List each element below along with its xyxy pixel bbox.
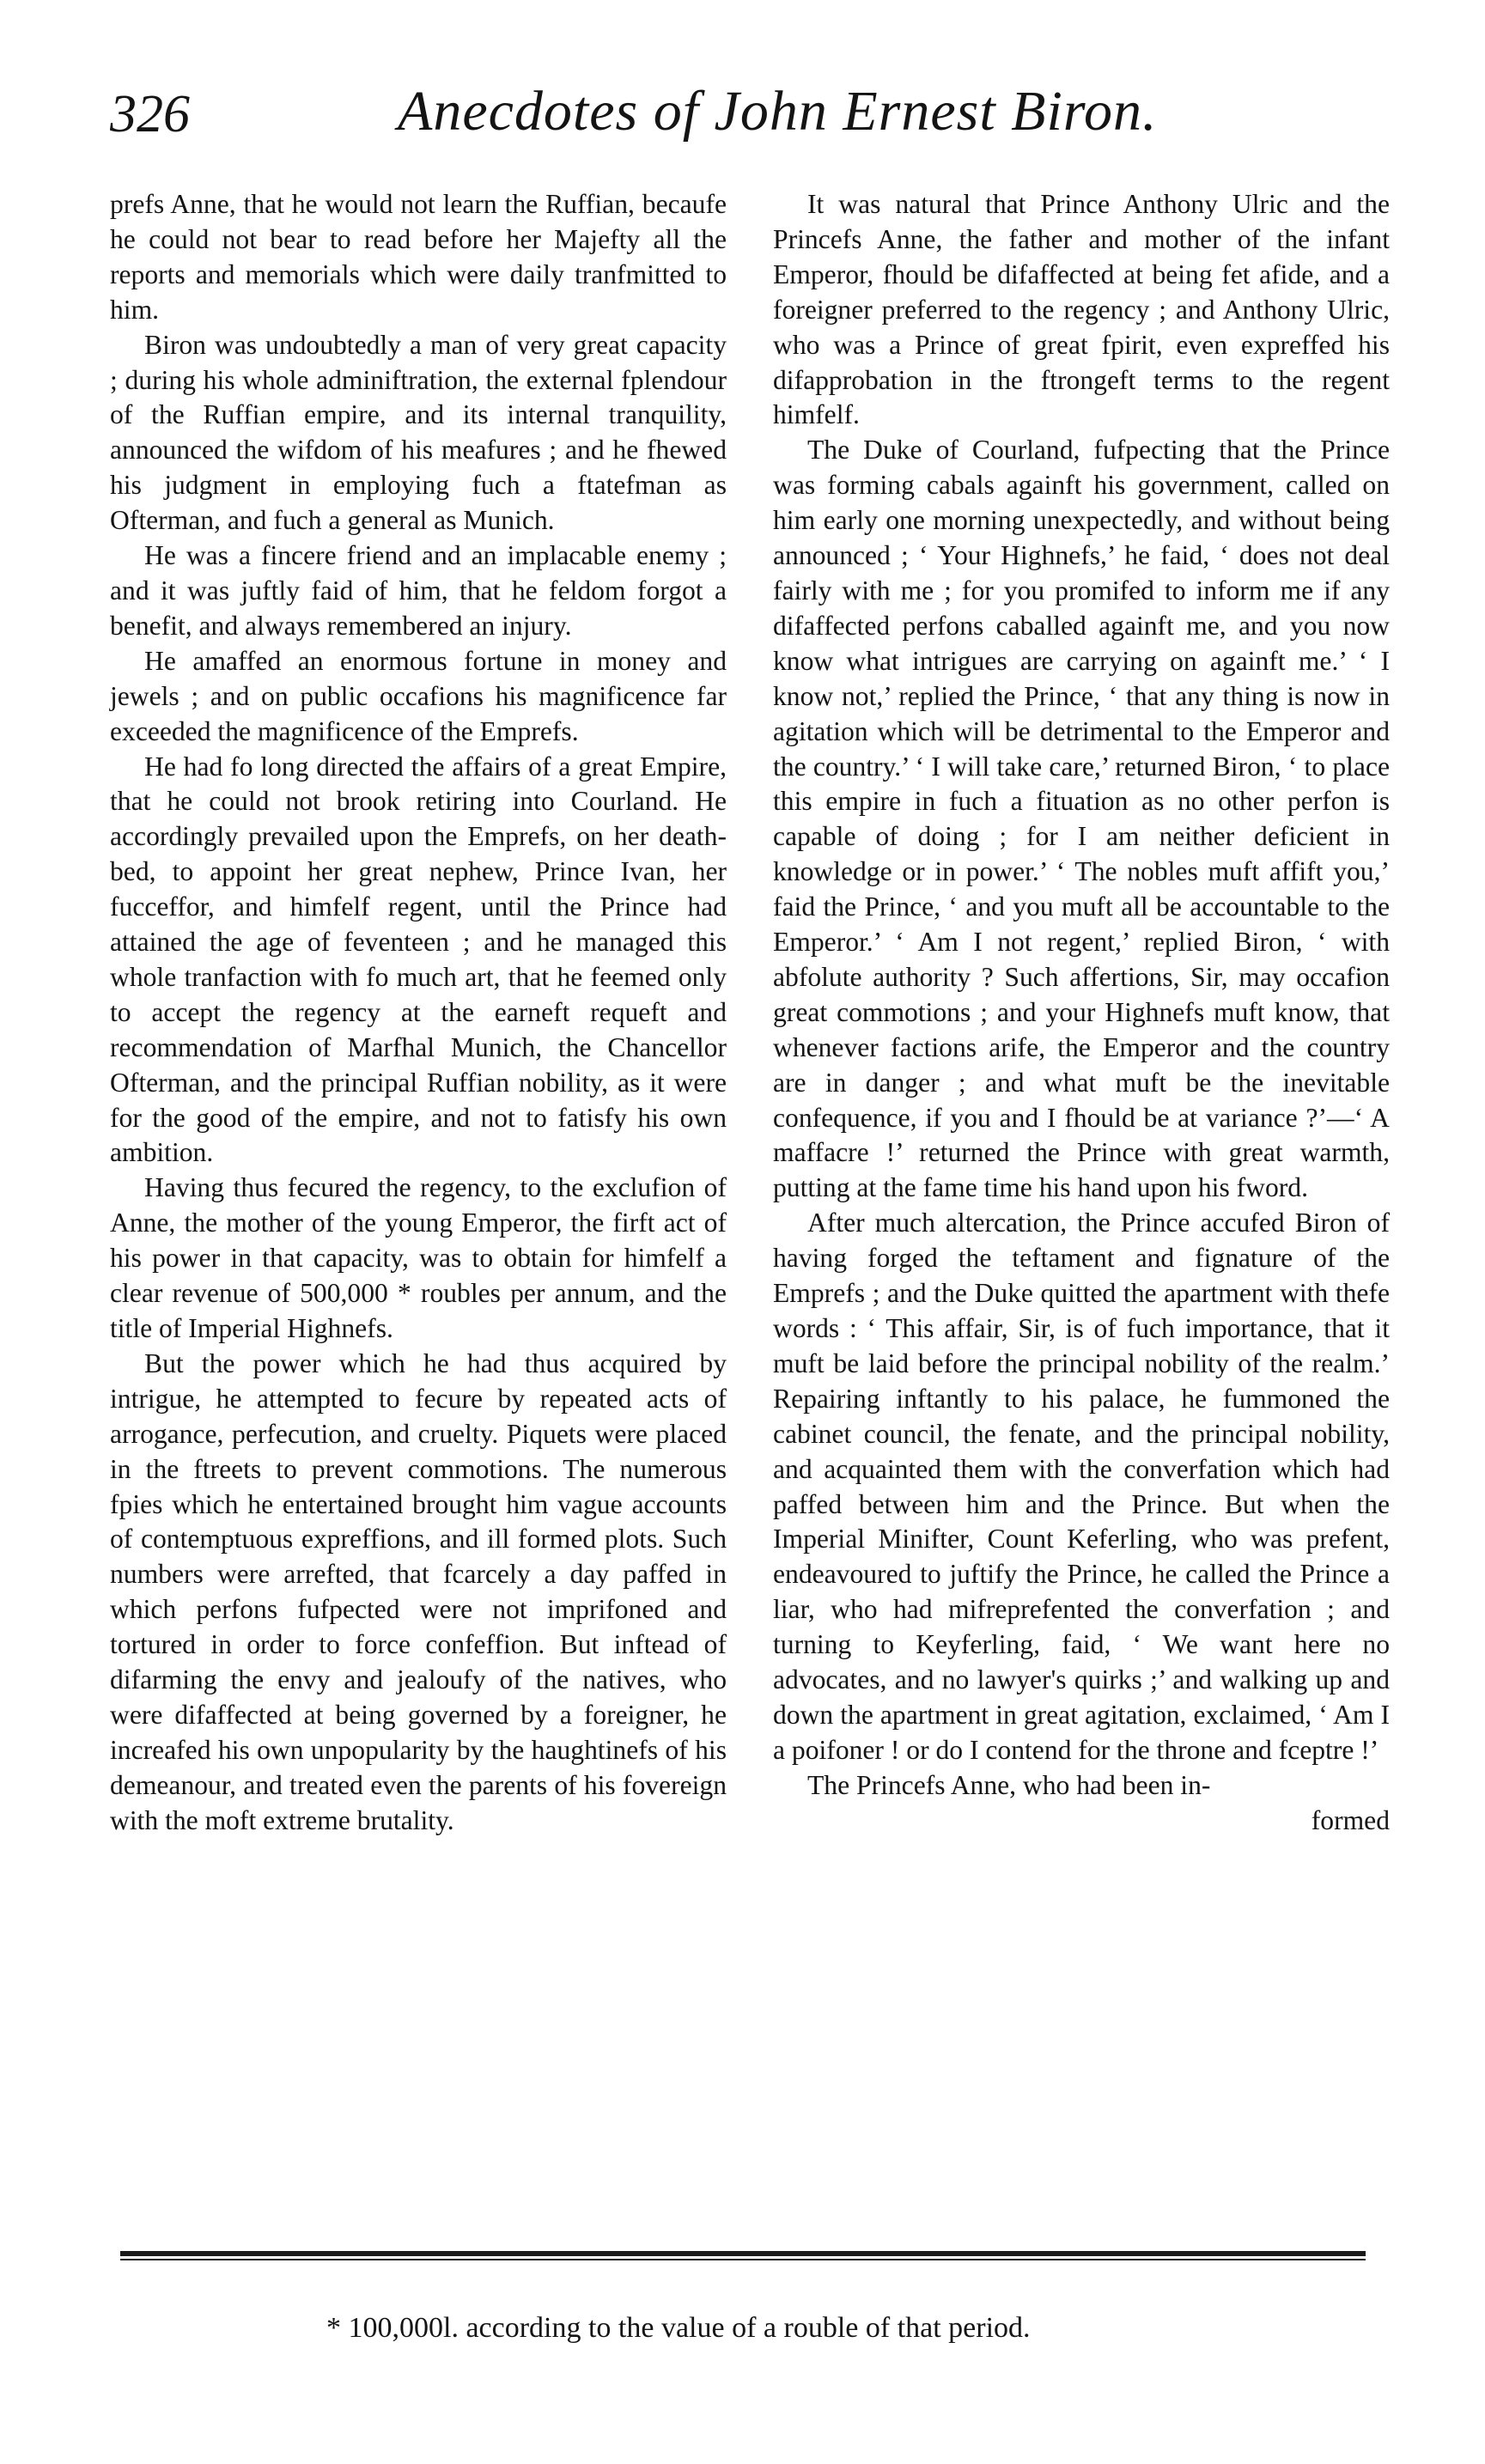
page-header (110, 72, 1398, 167)
left-paragraph-7: But the power which he had thus acquired by intrigue, he attempted to fecure by repeated acts of arrogance, perfecution, and cruelty. Piquets were placed in the ftreets to prevent commotions. The numerous fpies which he entertained brought him vague accounts of contemptuous expreffions, and ill formed plots. Such numbers were arrefted, that fcarcely a day paffed in which perfons fufpected were not imprifoned and tortured in order to force confeffion. But inftead of difarming the envy and jealoufy of the natives, who were difaffected at being governed by a foreigner, he increafed his own unpopularity by the haughtinefs of his demeanour, and treated even the parents of his fovereign with the moft extreme brutality. (110, 1348, 727, 1835)
footnote: * 100,000l. according to the value of a rouble of that period. (326, 2312, 1031, 2344)
left-paragraph-5: He had fo long directed the affairs of a great Empire, that he could not brook retiring into Courland. He accordingly prevailed upon the Emprefs, on her death-bed, to appoint her great nephew, Prince Ivan, her fucceffor, and himfelf regent, until the Prince had attained the age of feventeen ; and he managed this whole tranfaction with fo much art, that he feemed only to accept the regency at the earneft requeft and recommendation of Marfhal Munich, the Chancellor Ofterman, and the principal Ruffian nobility, as it were for the good of the empire, and not to fatisfy his own ambition. (110, 751, 727, 1168)
left-paragraph-6: Having thus fecured the regency, to the exclufion of Anne, the mother of the young Emperor, the firft act of his power in that capacity, was to obtain for himfelf a clear revenue of 500,000 * roubles per annum, and the title of Imperial Highnefs. (110, 1172, 727, 1343)
page-number: 326 (110, 85, 190, 143)
left-paragraph-1: prefs Anne, that he would not learn the Ruffian, becaufe he could not bear to read before her Majefty all the reports and memorials which were daily tranfmitted to him. (110, 189, 727, 325)
running-title: Anecdotes of John Ernest Biron. (398, 80, 1158, 143)
left-column (110, 187, 727, 1839)
left-paragraph-4: He amaffed an enormous fortune in money and jewels ; and on public occafions his magnificence far exceeded the magnificence of the Emprefs. (110, 645, 727, 746)
right-paragraph-3: After much altercation, the Prince accufed Biron of having forged the teftament and fignature of the Emprefs ; and the Duke quitted the apartment with thefe words : ‘ This affair, Sir, is of fuch importance, that it muft be laid before the principal nobility of the realm.’ Repairing inftantly to his palace, he fummoned the cabinet council, the fenate, and the principal nobility, and acquainted them with the converfation which had paffed between him and the Prince. But when the Imperial Minifter, Count Keferling, who was prefent, endeavoured to juftify the Prince, he called the Prince a liar, who had mifreprefented the converfation ; and turning to Keyferling, faid, ‘ We want here no advocates, and no lawyer's quirks ;’ and walking up and down the apartment in great agitation, exclaimed, ‘ Am I a poifoner ! or do I contend for the throne and fceptre !’ (773, 1208, 1390, 1765)
right-column (773, 187, 1390, 1839)
left-paragraph-2: Biron was undoubtedly a man of very great capacity ; during his whole adminiftration, the external fplendour of the Ruffian empire, and its internal tranquility, announced the wifdom of his meafures ; and he fhewed his judgment in employing fuch a ftatefman as Ofterman, and fuch a general as Munich. (110, 329, 727, 536)
footnote-rule (120, 2251, 1366, 2256)
left-paragraph-3: He was a fincere friend and an implacable enemy ; and it was juftly faid of him, that he feldom forgot a benefit, and always remembered an injury. (110, 540, 727, 641)
right-paragraph-1: It was natural that Prince Anthony Ulric and the Princefs Anne, the father and mother of the infant Emperor, fhould be difaffected at being fet afide, and a foreigner preferred to the regency ; and Anthony Ulric, who was a Prince of great fpirit, even expreffed his difapprobation in the ftrongeft terms to the regent himfelf. (773, 189, 1390, 430)
right-paragraph-4: The Princefs Anne, who had been in- (807, 1769, 1211, 1800)
footnote-rule-thin (120, 2259, 1366, 2260)
catchword: formed (1311, 1804, 1390, 1835)
right-paragraph-2: The Duke of Courland, fufpecting that the Prince was forming cabals againft his government, called on him early one morning unexpectedly, and without being announced ; ‘ Your Highnefs,’ he faid, ‘ does not deal fairly with me ; for you promifed to inform me if any difaffected perfons caballed againft me, and you now know what intrigues are carrying on againft me.’ ‘ I know not,’ replied the Prince, ‘ that any thing is now in agitation which will be detrimental to the Emperor and the country.’ ‘ I will take care,’ returned Biron, ‘ to place this empire in fuch a fituation as no other perfon is capable of doing ; for I am neither deficient in knowledge or in power.’ ‘ The nobles muft affift you,’ faid the Prince, ‘ and you muft all be accountable to the Emperor.’ ‘ Am I not regent,’ replied Biron, ‘ with abfolute authority ? Such affertions, Sir, may occafion great commotions ; and your Highnefs muft know, that whenever factions arife, the Emperor and the country are in danger ; and what muft be the inevitable confequence, if you and I fhould be at variance ?’—‘ A maffacre !’ returned the Prince with great warmth, putting at the fame time his hand upon his fword. (773, 435, 1390, 1203)
